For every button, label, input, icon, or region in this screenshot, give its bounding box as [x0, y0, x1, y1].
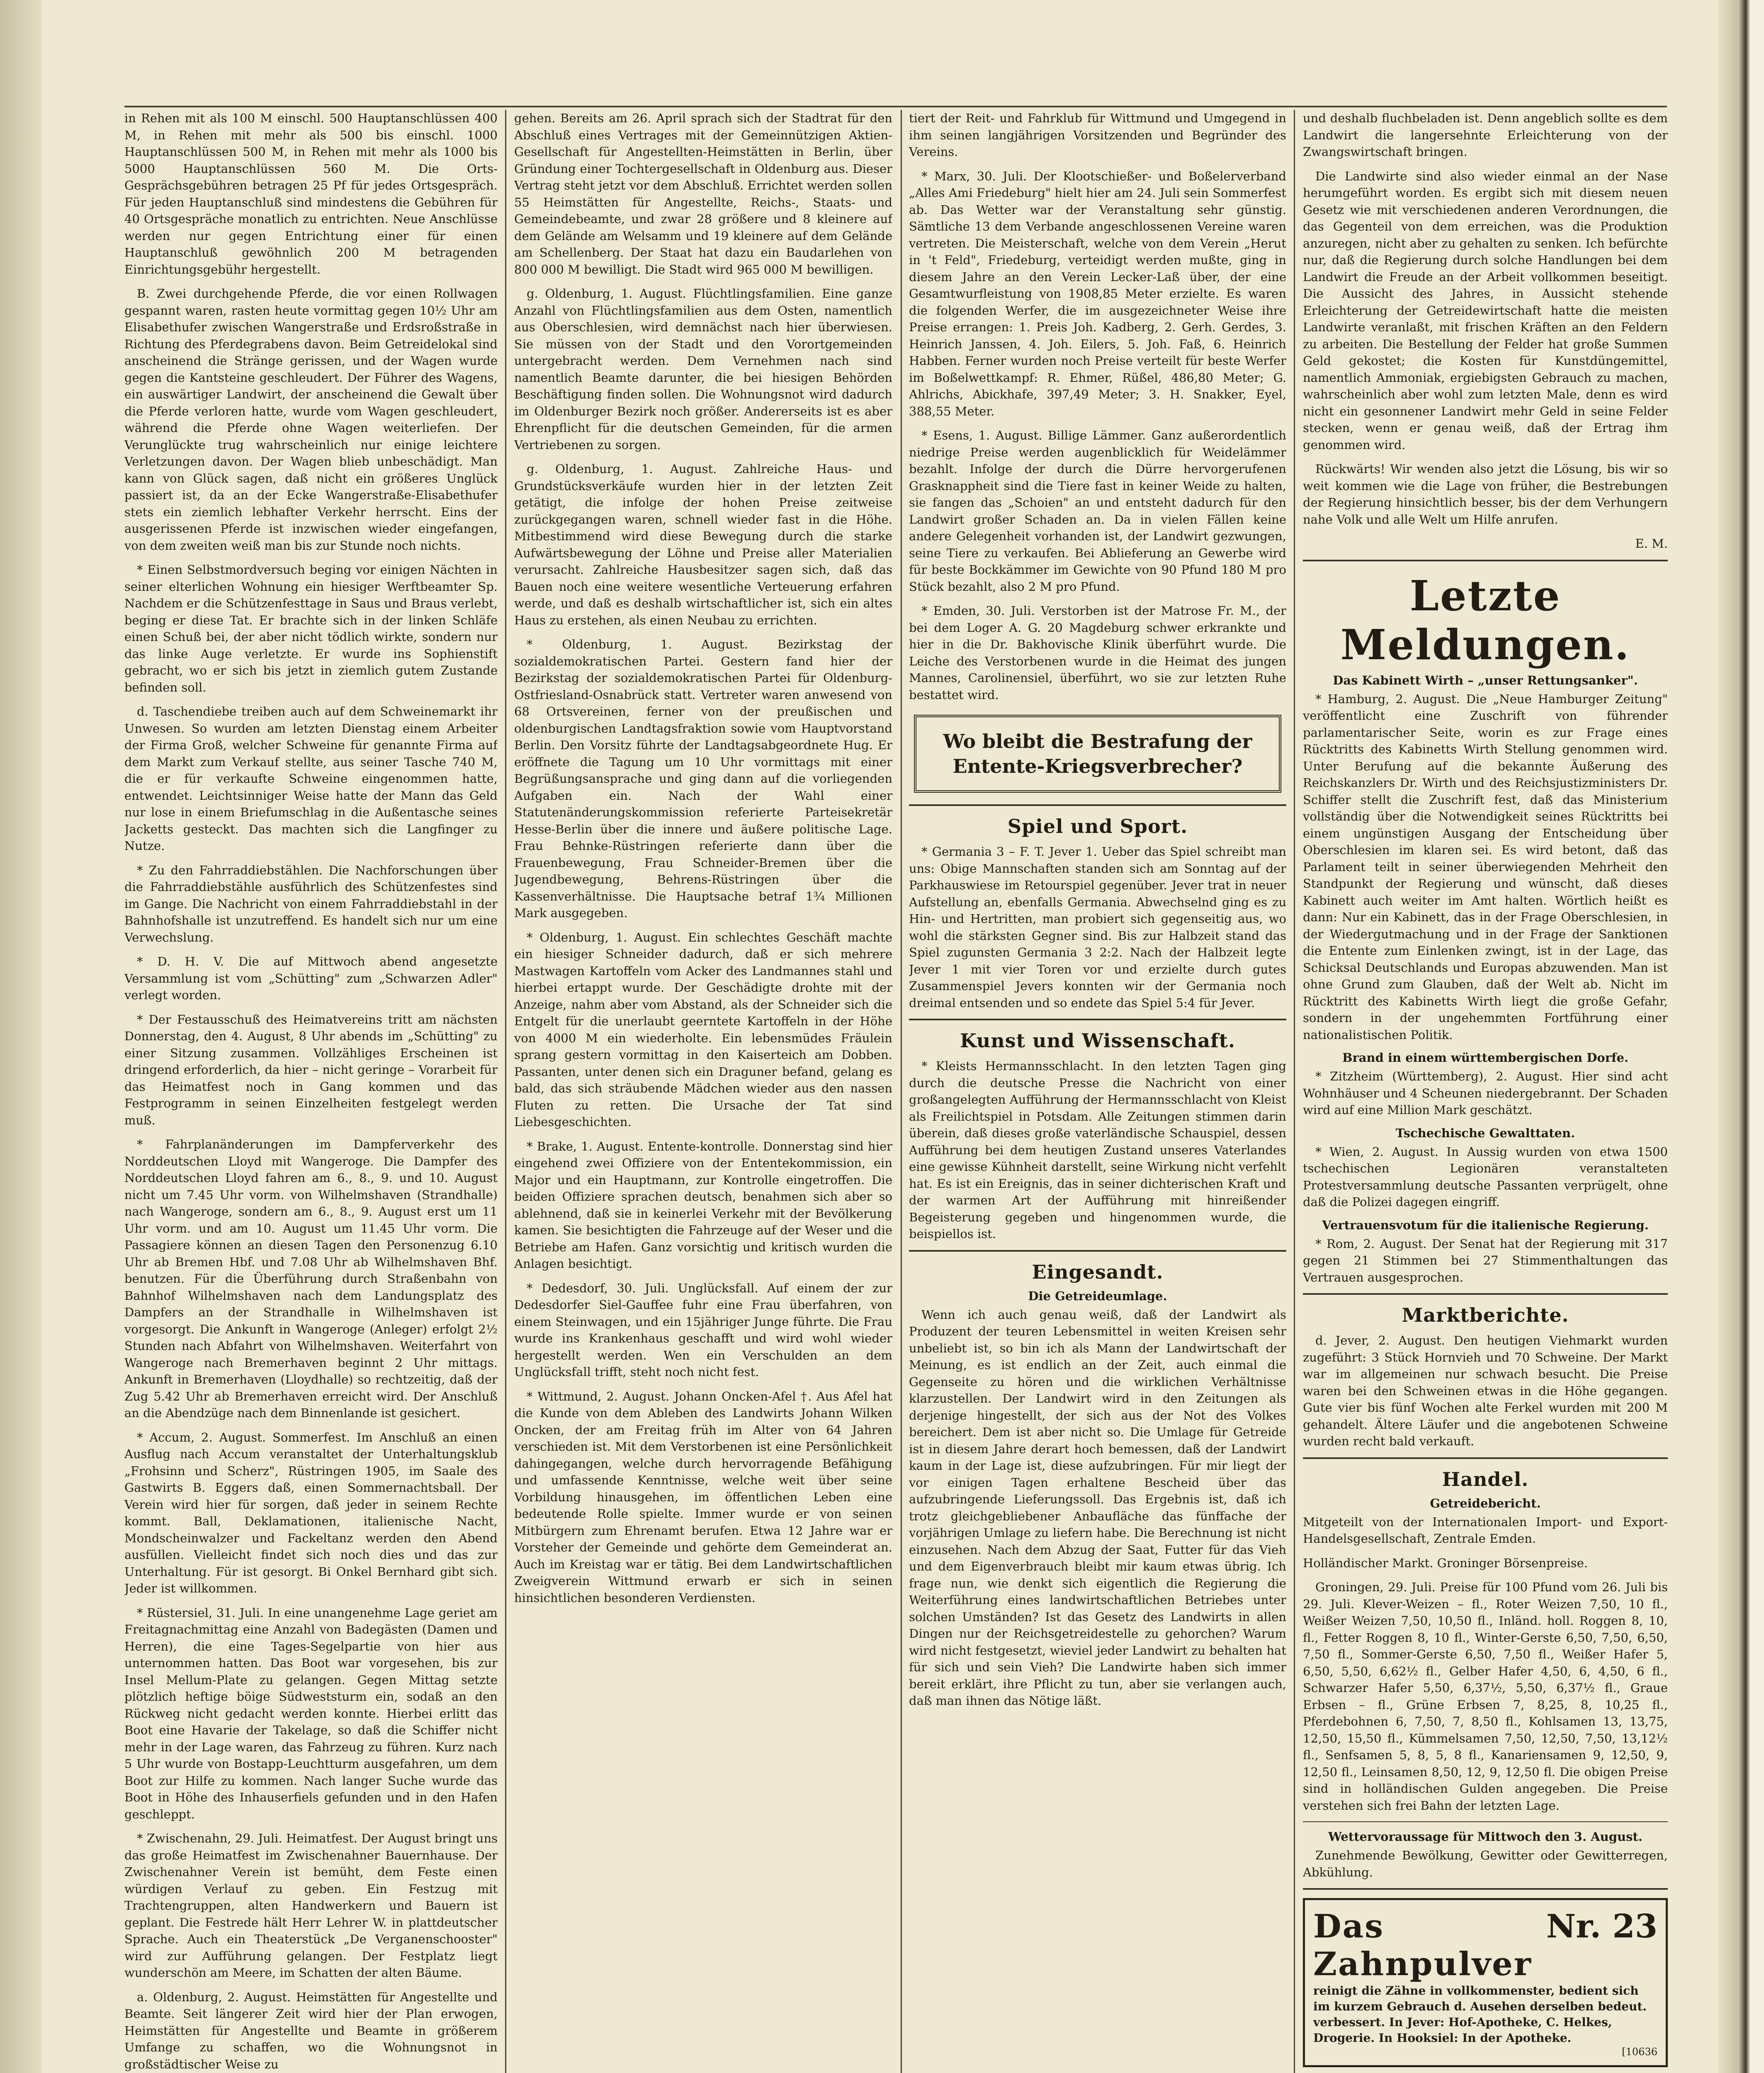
column-2: [514, 110, 892, 2073]
article-text: * Wien, 2. August. In Aussig wurden von etwa 1500 tschechischen Legionären veranstalteten Protestversammlung deutsche Passanten verprügelt, ohne daß die Polizei dagegen eingriff.: [1303, 1144, 1668, 1209]
article-text: Wenn ich auch genau weiß, daß der Landwirt als Produzent der teuren Lebensmittel in weiten Kreisen sehr unbeliebt ist, so bin ich als Mann der Landwirtschaft der Meinung, es ist endlich an der Zeit, auch einmal die Gegenseite zu hören und die wirklichen Verhältnisse klarzustellen. Der Landwirt wird in den Zeitungen als derjenige hingestellt, der sich aus der Not des Volkes bereichert. Dem ist aber nicht so. Die Umlage für Getreide ist in diesem Jahre derart hoch bemessen, daß der Landwirt kaum in der Lage ist, diese aufzubringen. Für mir liegt der vor einigen Tagen erhaltene Bescheid über das aufzubringende Lieferungssoll. Das Ergebnis ist, daß ich trotz gleichgebliebener Anbaufläche das fünffache der vorjährigen Umlage zu liefern habe. Die Berechnung ist nicht einzusehen. Nach dem Abzug der Saat, Futter für das Vieh und dem Eigenverbrauch bleibt mir kaum etwas übrig. Ich frage nun, wie denkt sich eigentlich die Regierung die Weiterführung eines landwirtschaftlichen Betriebes unter solchen Umständen? Ist das Gesetz des Landwirts in allen Dingen nur der Reichsgetreidestelle zu gehorchen? Warum wird nicht festgesetzt, wieviel jeder Landwirt zu behalten hat für sich und sein Vieh? Die Landwirte haben sich immer bereit erklärt, ihre Pflicht zu tun, aber sie verlangen auch, daß man ihnen das Nötige läßt.: [909, 1307, 1286, 1708]
article-headline: Die Getreideumlage.: [1028, 1289, 1167, 1303]
article-text: gehen. Bereits am 26. April sprach sich der Stadtrat für den Abschluß eines Vertrages mit der Gemeinnützigen Aktien-Gesellschaft für Angestellten-Heimstätten in Berlin, über Gründung einer Tochtergesellschaft in Oldenburg aus. Dieser Vertrag steht jetzt vor dem Abschluß. Errichtet werden sollen 55 Heimstätten für Angestellte, Reichs-, Staats- und Gemeindebeamte, und zwar 28 größere und 8 kleinere auf dem Gelände am Welsamm und 19 kleinere auf dem Gelände am Schellenberg. Der Staat hat dazu ein Baudarlehen von 800 000 M bewilligt. Die Stadt wird 965 000 M bewilligen.: [514, 111, 892, 277]
article-text: * Brake, 1. August. Entente-kontrolle. Donnerstag sind hier eingehend zwei Offiziere von der Ententekommission, ein Major und ein Hauptmann, zur Kontrolle eingetroffen. Die beiden Offiziere sprachen deutsch, benahmen sich aber so ablehnend, daß sie in keinerlei Verkehr mit der Bevölkerung kamen. Sie besichtigten die Fahrzeuge auf der Weser und die Betriebe am Hafen. Ganz vorsichtig und kritisch wurden die Anlagen besichtigt.: [514, 1139, 892, 1271]
ad-title: Das Zahnpulver: [1313, 1908, 1532, 1983]
section-heading-kunst: Kunst und Wissenschaft.: [960, 1029, 1236, 1052]
signature: E. M.: [1635, 536, 1668, 551]
article-headline: Vertrauensvotum für die italienische Regierung.: [1322, 1218, 1649, 1232]
section-heading-handel: Handel.: [1442, 1468, 1529, 1490]
article-text: * Der Festausschuß des Heimatvereins tritt am nächsten Donnerstag, den 4. August, 8 Uhr abends im „Schütting" zu einer Sitzung zusammen. Vollzähliges Erscheinen ist dringend erforderlich, da hier – nicht geringe – Vorarbeit für das Heimatfest noch in Gang kommen und das Festprogramm in seinen Einzelheiten festgelegt werden muß.: [124, 1012, 498, 1127]
article-headline: Tschechische Gewalttaten.: [1395, 1126, 1575, 1140]
article-text: * Accum, 2. August. Sommerfest. Im Anschluß an einen Ausflug nach Accum veranstaltet der Unterhaltungsklub „Frohsinn und Scherz", Rüstringen 1905, im Saale des Gastwirts B. Eggers daß, einen Sommernachtsball. Der Verein wird hier für sorgen, daß jeder in seinem Rechte kommt. Ball, Deklamationen, italienische Nacht, Mondscheinwalzer und Fackeltanz werden den Abend ausfüllen. Vielleicht findet sich noch dies und das zur Unterhaltung. Für ist gesorgt. Bi Onkel Bernhard gibt sich. Jeder ist willkommen.: [124, 1430, 498, 1595]
article-text: * Zu den Fahrraddiebstählen. Die Nachforschungen über die Fahrraddiebstähle ausführlich des Schützenfestes sind im Gange. Die Nachricht von einem Fahrraddiebstahl in der Bahnhofshalle ist unzutreffend. Es handelt sich nur um eine Verwechslung.: [124, 863, 498, 944]
article-text: d. Taschendiebe treiben auch auf dem Schweinemarkt ihr Unwesen. So wurden am letzten Dienstag einem Arbeiter der Firma Groß, welcher Schweine für genannte Firma auf dem Markt zum Verkauf stellte, aus seiner Tasche 740 M, die er für verkaufte Schweine eingenommen hatte, entwendet. Leichtsinniger Weise hatte der Mann das Geld nur lose in einem Briefumschlag in die Außentasche seines Jacketts gesteckt. Das machten sich die Langfinger zu Nutze.: [124, 704, 498, 853]
article-text: * Oldenburg, 1. August. Ein schlechtes Geschäft machte ein hiesiger Schneider dadurch, daß er sich mehrere Mastwagen Kartoffeln vom Acker des Landmannes stahl und hierbei ertappt wurde. Der Geschädigte drohte mit der Anzeige, nahm aber vom Abstand, als der Schneider sich die Entgelt für die unerlaubt geerntete Kartoffeln in der Höhe von 4000 M ein wiederholte. Ein lebensmüdes Fräulein sprang gestern vormittag in den Kaiserteich am Dobben. Passanten, unter denen sich ein Draguner befand, gelang es bald, das sich sträubende Mädchen wieder aus den nassen Fluten zu retten. Die Ursache der Tat sind Liebesgeschichten.: [514, 930, 892, 1129]
article-text: d. Jever, 2. August. Den heutigen Viehmarkt wurden zugeführt: 3 Stück Hornvieh und 70 Schweine. Der Markt war im allgemeinen nur schwach besucht. Die Preise waren bei den Schweinen etwas in die Höhe gegangen. Gute vier bis fünf Wochen alte Ferkel wurden mit 200 M gehandelt. Ältere Läufer und die angebotenen Schweine wurden recht bald verkauft.: [1303, 1333, 1668, 1448]
article-text: * Dedesdorf, 30. Juli. Unglücksfall. Auf einem der zur Dedesdorfer Siel-Gauffee fuhr eine Frau überfahren, von einem Steinwagen, und ein 15jähriger Junge führte. Die Frau wurde ins Krankenhaus geschafft und wird wohl wieder hergestellt werden. Wen ein Verschulden an dem Unglücksfall trifft, steht noch nicht fest.: [514, 1281, 892, 1379]
article-text: in Rehen mit als 100 M einschl. 500 Hauptanschlüssen 400 M, in Rehen mit mehr als 500 bis einschl. 1000 Hauptanschlüssen 500 M, in Rehen mit mehr als 1000 bis 5000 Hauptanschlüssen 560 M. Die Orts-Gesprächsgebühren betragen 25 Pf für jedes Ortsgespräch. Für jeden Hauptanschluß sind mindestens die Gebühren für 40 Ortsgespräche monatlich zu entrichten. Neue Anschlüsse werden nur gegen Entrichtung einer für einen Hauptanschluß gewöhnlich 200 M betragenden Einrichtungsgebühr hergestellt.: [124, 111, 498, 277]
ad-number: Nr. 23: [1546, 1908, 1657, 1945]
article-text: tiert der Reit- und Fahrklub für Wittmund und Umgegend in ihm seinen langjährigen Vorsitzenden und Begründer des Vereins.: [909, 111, 1286, 159]
article-text: * Einen Selbstmordversuch beging vor einigen Nächten in seiner elterlichen Wohnung ein hiesiger Werftbeamter Sp. Nachdem er die Schützenfesttage in Saus und Braus verlebt, beging er diese Tat. Er brachte sich in der linken Schläfe einen Schuß bei, der aber nicht tödlich wirkte, sondern nur das linke Auge verletzte. Er wurde ins Sophienstift gebracht, wo er sich bis jetzt in ziemlich gutem Zustande befinden soll.: [124, 563, 498, 694]
section-rule: [1303, 1293, 1668, 1295]
column-4: [1303, 110, 1668, 2073]
column-3: [909, 110, 1286, 2073]
section-heading-letzte: Letzte Meldungen.: [1340, 571, 1630, 669]
section-rule: [1303, 560, 1668, 561]
advertisement-zahnpulver: [1303, 1898, 1668, 2067]
article-text: * Emden, 30. Juli. Verstorben ist der Matrose Fr. M., der bei dem Loger A. G. 20 Magdeburg schwer erkrankte und hier in die Dr. Bakhovische Klinik überführt wurde. Die Leiche des Verstorbenen wurde in die Heimat des jungen Mannes, Carolinensiel, überführt, wo sie zur letzten Ruhe bestattet wird.: [909, 604, 1286, 702]
section-heading-sport: Spiel und Sport.: [1007, 815, 1188, 837]
ad-text: reinigt die Zähne in vollkommenster, bedient sich im kurzem Gebrauch d. Ausehen derselben bedeut. verbessert. In Jever: Hof-Apotheke, C. Helkes, Drogerie. In Hooksiel: In der Apotheke.: [1313, 1984, 1647, 2045]
column-rule: [505, 110, 506, 2073]
ad-code: [10636: [1622, 2046, 1657, 2058]
section-heading-eingesandt: Eingesandt.: [1032, 1260, 1164, 1283]
article-text: Zunehmende Bewölkung, Gewitter oder Gewitterregen, Abkühlung.: [1303, 1848, 1668, 1879]
article-text: Groningen, 29. Juli. Preise für 100 Pfund vom 26. Juli bis 29. Juli. Klever-Weizen – fl., Roter Weizen 7,50, 10 fl., Weißer Weizen 7,50, 10,50 fl., Inländ. holl. Roggen 8, 10, fl., Fetter Roggen 8, 10 fl., Winter-Gerste 6,50, 7,50, 6,50, 7,50 fl., Sommer-Gerste 6,50, 7,50 fl., Weißer Hafer 5, 6,50, 5,50, 6,62½ fl., Gelber Hafer 4,50, 6, 4,50, 6 fl., Schwarzer Hafer 5,50, 6,37½, 5,50, 6,37½ fl., Graue Erbsen – fl., Grüne Erbsen 7, 8,25, 8, 10,25 fl., Pferdebohnen 6, 7,50, 7, 8,50 fl., Kohlsamen 13, 13,75, 12,50, 15,50 fl., Kümmelsamen 7,50, 12,50, 7,50, 13,12½ fl., Senfsamen 5, 8, 5, 8 fl., Kanariensamen 9, 12,50, 9, 12,50 fl., Leinsamen 8,50, 12, 9, 12,50 fl. Die obigen Preise sind in holländischen Gulden angegeben. Die Preise verstehen sich frei Bahn der letzten Lage.: [1303, 1580, 1668, 1813]
boxed-headline: Wo bleibt die Bestrafung der Entente-Kriegsverbrecher?: [914, 715, 1281, 793]
article-text: Die Landwirte sind also wieder einmal an der Nase herumgeführt worden. Es ergibt sich mit diesem neuen Gesetz wie mit verschiedenen anderen Verordnungen, die das Gegenteil von dem erreichen, was die Produktion anzuregen, nicht aber zu gehalten zu senken. Ich befürchte nur, daß die Regierung durch solche Handlungen bei dem Landwirt die Freude an der Arbeit vollkommen beseitigt. Die Aussicht des Jahres, in Aussicht stehende Erleichterung der Getreidewirtschaft hatte die meisten Landwirte veranlaßt, mit frischen Kräften an den Feldern zu arbeiten. Die Bestellung der Felder hat große Summen Geld gekostet; die Kosten für Kunstdüngemittel, namentlich Ammoniak, ergiebigsten Gebrauch zu machen, wahrscheinlich aber wohl zum letzten Male, denn es wird nicht ein gesonnener Landwirt mehr Geld in seine Felder stecken, wenn er genau weiß, daß der Ertrag ihm genommen wird.: [1303, 169, 1668, 452]
page-edge: [1718, 0, 1764, 2073]
article-text: * Zitzheim (Württemberg), 2. August. Hier sind acht Wohnhäuser und 4 Scheunen niedergebrannt. Der Schaden wird auf eine Million Mark geschätzt.: [1303, 1069, 1668, 1117]
column-rule: [901, 110, 902, 2073]
article-text: * Hamburg, 2. August. Die „Neue Hamburger Zeitung" veröffentlicht eine Zuschrift von führender parlamentarischer Seite, worin es zur Frage eines Rücktritts des Kabinetts Wirth Stellung genommen wird. Unter Berufung auf die bekannte Äußerung des Reichskanzlers Dr. Wirth und des Reichsjustizministers Dr. Schiffer stellt die Zuschrift fest, daß das Ministerium vollständig über die Notwendigkeit seines Rücktritts bei einem ungünstigen Ausgang der Entscheidung über Oberschlesien im klaren sei. Es wird betont, daß das Parlament teilt in seiner überwiegenden Mehrheit den Standpunkt der Regierung und wünscht, daß dieses Kabinett auch weiter im Amt halten. Wörtlich heißt es dann: Nur ein Kabinett, das in der Frage Oberschlesien, in der Wiedergutmachung und in der Frage der Sanktionen die Entente zum Einlenken zwingt, ist in der Lage, das Schicksal Deutschlands und Europas abzuwenden. Man ist ohne Grund zum Glauben, daß der Welt ab. Nicht im Rücktritt des Kabinetts Wirth liegt die große Gefahr, sondern in der ungehemmten Fortführung einer nationalistischen Politik.: [1303, 692, 1668, 1042]
article-text: * Esens, 1. August. Billige Lämmer. Ganz außerordentlich niedrige Preise werden augenblicklich für Weidelämmer bezahlt. Infolge der durch die Dürre hervorgerufenen Grasknappheit sind die Tiere fast in keiner Weide zu halten, sie fangen das „Schoien" an und entsteht dadurch für den Landwirt großer Schaden an. Da in vielen Fällen keine andere Gelegenheit vorhanden ist, der Landwirt gezwungen, seine Tiere zu verkaufen. Bei Ablieferung an Gewerbe wird für beste Bockkämmer im Gewichte von 90 Pfund 180 M pro Stück bezahlt, also 2 M pro Pfund.: [909, 428, 1286, 594]
section-rule: [909, 1019, 1286, 1020]
article-text: g. Oldenburg, 1. August. Zahlreiche Haus- und Grundstücksverkäufe wurden hier in der letzten Zeit getätigt, die infolge der hohen Preise zeitweise zurückgegangen waren, schnell wieder fast in die Höhe. Mitbestimmend wird diese Bewegung durch die starke Aufwärtsbewegung der Löhne und Preise aller Materialien verursacht. Zahlreiche Hausbesitzer sagen sich, daß das Bauen noch eine weitere wesentliche Verteuerung erfahren werde, und daß es deshalb wirtschaftlicher ist, sich ein altes Haus zu erstehen, als einen Neubau zu errichten.: [514, 462, 892, 627]
article-headline: Brand in einem württembergischen Dorfe.: [1342, 1051, 1629, 1065]
article-text: * Fahrplanänderungen im Dampferverkehr des Norddeutschen Lloyd mit Wangeroge. Die Dampfer des Norddeutschen Lloyd fahren am 6., 8., 9. und 10. August nicht um 7.45 Uhr vorm. von Wilhelmshaven (Strandhalle) nach Wangeroge, sondern am 6., 8., 9. August erst um 11 Uhr vorm. und am 10. August um 11.45 Uhr vorm. Die Passagiere können an diesen Tagen den Personenzug 6.10 Uhr ab Bremen Hbf. und 7.08 Uhr ab Wilhelmshaven Bhf. benutzen. Für die Überführung durch Straßenbahn von Bahnhof Wilhelmshaven nach dem Landungsplatz des Dampfers an der Strandhalle in Wilhelmshaven ist vorgesorgt. Die Ankunft in Wangeroge (Anleger) erfolgt 2½ Stunden nach Abfahrt von Wilhelmshaven. Weiterfahrt von Wangeroge nach Bremerhaven beginnt 2 Uhr mittags. Ankunft in Bremerhaven (Lloydhalle) so rechtzeitig, daß der Zug 5.42 Uhr ab Bremerhaven erreicht wird. Der Anschluß an die Abendzüge nach dem Binnenlande ist gesichert.: [124, 1137, 498, 1420]
article-text: * Germania 3 – F. T. Jever 1. Ueber das Spiel schreibt man uns: Obige Mannschaften standen sich am Sonntag auf der Parkhauswiese im Retourspiel gegenüber. Jever trat in neuer Aufstellung an, ebenfalls Germania. Abwechselnd ging es zu Hin- und Hertritten, man probiert sich gegenseitig aus, wo wohl die stärksten Gegner sind. Bis zur Halbzeit stand das Spiel zugunsten Germania 3 2:2. Nach der Halbzeit legte Jever 1 mit vier Toren vor und erzielte durch gutes Zusammenspiel Jevers konnten wir der Germania noch dreimal entsenden und so endete das Spiel 5:4 für Jever.: [909, 845, 1286, 1010]
article-text: * Oldenburg, 1. August. Bezirkstag der sozialdemokratischen Partei. Gestern fand hier der Bezirkstag der sozialdemokratischen Partei für Oldenburg-Ostfriesland-Osnabrück statt. Vertreter waren anwesend von 68 Ortsvereinen, ferner von der preußischen und oldenburgischen Landtagsfraktion sowie vom Hauptvorstand Berlin. Den Vorsitz führte der Landtagsabgeordnete Hug. Er eröffnete die Tagung um 10 Uhr vormittags mit einer Begrüßungsansprache und ging dann auf die vorliegenden Aufgaben ein. Nach der Wahl einer Statutenänderungskommission referierte Parteisekretär Hesse-Berlin über die innere und äußere politische Lage. Frau Behnke-Rüstringen referierte dann über die Frauenbewegung, Frau Schneider-Bremen über die Jugendbewegung, Behrens-Rüstringen über die Kassenverhältnisse. Die Hauptsache betraf 1¾ Millionen Mark ausgegeben.: [514, 637, 892, 920]
article-headline: Wettervoraussage für Mittwoch den 3. August.: [1328, 1830, 1643, 1844]
article-text: * Kleists Hermannsschlacht. In den letzten Tagen ging durch die deutsche Presse die Nachricht von einer großangelegten Aufführung der Hermannsschlacht von Kleist als Freilichtspiel in Potsdam. Alle Zeitungen stimmen darin überein, daß dieses große vaterländische Schauspiel, dessen Aufführung bei dem heutigen Zustand unseres Vaterlandes eine gewisse Kühnheit darstellt, seine Wirkung nicht verfehlt hat. Es ist ein Ereignis, das in seiner dichterischen Kraft und der warmen Art der Aufführung mit hinreißender Begeisterung gegeben und hingenommen wurde, die beispiellos ist.: [909, 1059, 1286, 1241]
section-rule: [909, 1250, 1286, 1252]
article-text: * Rom, 2. August. Der Senat hat der Regierung mit 317 gegen 21 Stimmen bei 27 Stimmenthaltungen das Vertrauen ausgesprochen.: [1303, 1236, 1668, 1284]
section-rule: [909, 804, 1286, 806]
section-rule: [1303, 1821, 1668, 1822]
column-1: [124, 110, 498, 2073]
page-binding: [0, 0, 41, 2073]
article-text: * Marx, 30. Juli. Der Klootschießer- und Boßelerverband „Alles Ami Friedeburg" hielt hier am 24. Juli sein Sommerfest ab. Das Wetter war der Veranstaltung sehr günstig. Sämtliche 13 dem Verbande angeschlossenen Vereine waren vertreten. Die Meisterschaft, welche von dem Verein „Herut in 't Feld", Friedeburg, verteidigt werden mußte, ging in diesem Jahre an den Verein Lecker-Laß über, der eine Gesamtwurfleistung von 1908,85 Meter erzielte. Es waren die folgenden Werfer, die im ausgezeichneter Weise ihre Preise errangen: 1. Preis Joh. Kadberg, 2. Gerh. Gerdes, 3. Heinrich Janssen, 4. Joh. Eilers, 5. Joh. Faß, 6. Heinrich Habben. Ferner wurden noch Preise verteilt für beste Werfer im Boßelwettkampf: R. Ehmer, Rüßel, 486,80 Meter; G. Ahlrichs, Abickhafe, 397,49 Meter; 3. H. Snakker, Eyel, 388,55 Meter.: [909, 169, 1286, 418]
article-text: g. Oldenburg, 1. August. Flüchtlingsfamilien. Eine ganze Anzahl von Flüchtlingsfamilien aus dem Osten, namentlich aus Oberschlesien, wird demnächst nach hier überwiesen. Sie müssen von der Stadt und den Vorortgemeinden untergebracht werden. Dem Vernehmen nach sind namentlich Beamte darunter, die bei hiesigen Behörden Beschäftigung finden sollen. Die Wohnungsnot wird dadurch im Oldenburger Bezirk noch größer. Andererseits ist es aber Ehrenpflicht für die deutschen Gemeinden, für die armen Vertriebenen zu sorgen.: [514, 286, 892, 452]
article-text: B. Zwei durchgehende Pferde, die vor einen Rollwagen gespannt waren, rasten heute vormittag gegen 10½ Uhr am Elisabethufer zwischen Wangerstraße und Erdsroßstraße in Richtung des Pferdegrabens davon. Beim Getreidelokal sind anscheinend die Stränge gerissen, und der Wagen wurde gegen die Kantsteine geschleudert. Der Führer des Wagens, ein auswärtiger Landwirt, der anscheinend die Gewalt über die Pferde verloren hatte, wurde vom Wagen geschleudert, während die Pferde ohne Wagen weiterliefen. Der Verunglückte trug wahrscheinlich nur einige leichtere Verletzungen davon. Der Wagen blieb unbeschädigt. Man kann von Glück sagen, daß nicht ein größeres Unglück passiert ist, da an der Ecke Wangerstraße-Elisabethufer stets ein ziemlich lebhafter Verkehr herrscht. Eins der ausgerissenen Pferde ist inzwischen wieder eingefangen, von dem zweiten weiß man bis zur Stunde noch nichts.: [124, 286, 498, 553]
article-text: Rückwärts! Wir wenden also jetzt die Lösung, bis wir so weit kommen wie die Lage von früher, die Bestrebungen der Regierung hinsichtlich besser, bis der dem Verhungern nahe Volk und alle Welt um Hilfe anrufen.: [1303, 462, 1668, 527]
article-text: a. Oldenburg, 2. August. Heimstätten für Angestellte und Beamte. Seit längerer Zeit wird hier der Plan erwogen, Heimstätten für Angestellte und Beamte in größerem Umfange zu schaffen, wo die Wohnungsnot in großstädtischer Weise zu: [124, 1990, 498, 2071]
article-text: * Rüstersiel, 31. Juli. In eine unangenehme Lage geriet am Freitagnachmittag eine Anzahl von Badegästen (Damen und Herren), die eine Tages-Segelpartie von hier aus unternommen hatten. Das Boot war vorgesehen, bis zur Insel Mellum-Plate zu gelangen. Gegen Mittag setzte plötzlich heftige böige Südweststurm ein, sodaß an den Rückweg nicht gedacht werden konnte. Hierbei erlitt das Boot eine Havarie der Takelage, so daß die Schiffer nicht mehr in der Lage waren, das Fahrzeug zu führen. Kurz nach 5 Uhr wurde von Bostapp-Leuchtturm ausgefahren, um dem Boot zur Hilfe zu kommen. Nach langer Suche wurde das Boot in Höhe des Inhauserfiels gefunden und in den Hafen geschleppt.: [124, 1605, 498, 1821]
article-text: * Wittmund, 2. August. Johann Oncken-Afel †. Aus Afel hat die Kunde von dem Ableben des Landwirts Johann Wilken Oncken, der am Freitag früh im Alter von 64 Jahren verschieden ist. Mit dem Verstorbenen ist eine Persönlichkeit dahingegangen, welche durch hervorragende Befähigung und umfassende Kenntnisse, welche weit über seine Vorbildung hinausgehen, im öffentlichen Leben eine bedeutende Rolle spielte. Immer wurde er von seinen Mitbürgern zum Ehrenamt berufen. Etwa 12 Jahre war er Vorsteher der Gemeinde und gehörte dem Gemeinderat an. Auch im Kreistag war er tätig. Bei dem Landwirtschaftlichen Zweigverein Wittmund erwarb er sich in seinen hinsichtlichen besonderen Verdiensten.: [514, 1389, 892, 1605]
column-rule: [1294, 110, 1295, 2073]
article-headline: Getreidebericht.: [1430, 1496, 1541, 1510]
article-text: * D. H. V. Die auf Mittwoch abend angesetzte Versammlung ist vom „Schütting" zum „Schwarzen Adler" verlegt worden.: [124, 954, 498, 1002]
article-text: und deshalb fluchbeladen ist. Denn angeblich sollte es dem Landwirt die langersehnte Erleichterung von der Zwangswirtschaft bringen.: [1303, 111, 1668, 159]
article-headline: Das Kabinett Wirth – „unser Rettungsanker".: [1333, 673, 1638, 687]
section-rule: [1303, 1457, 1668, 1459]
section-rule: [1303, 1888, 1668, 1890]
article-text: Mitgeteilt von der Internationalen Import- und Export-Handelsgesellschaft, Zentrale Emden.: [1303, 1515, 1668, 1546]
article-text: * Zwischenahn, 29. Juli. Heimatfest. Der August bringt uns das große Heimatfest im Zwischenahner Bauernhause. Der Zwischenahner Verein ist bemüht, dem Feste einen würdigen Verlauf zu geben. Ein Festzug mit Trachtengruppen, alten Handwerkern und Bauern ist geplant. Die Festrede hält Herr Lehrer W. in plattdeutscher Sprache. Auch ein Theaterstück „De Verganenschooster" wird zur Aufführung gelangen. Der Festplatz liegt wunderschön am Meere, im Schatten der alten Bäume.: [124, 1831, 498, 1980]
top-rule: [124, 106, 1667, 107]
article-text: Holländischer Markt. Groninger Börsenpreise.: [1303, 1556, 1588, 1570]
section-heading-markt: Marktberichte.: [1402, 1304, 1569, 1326]
